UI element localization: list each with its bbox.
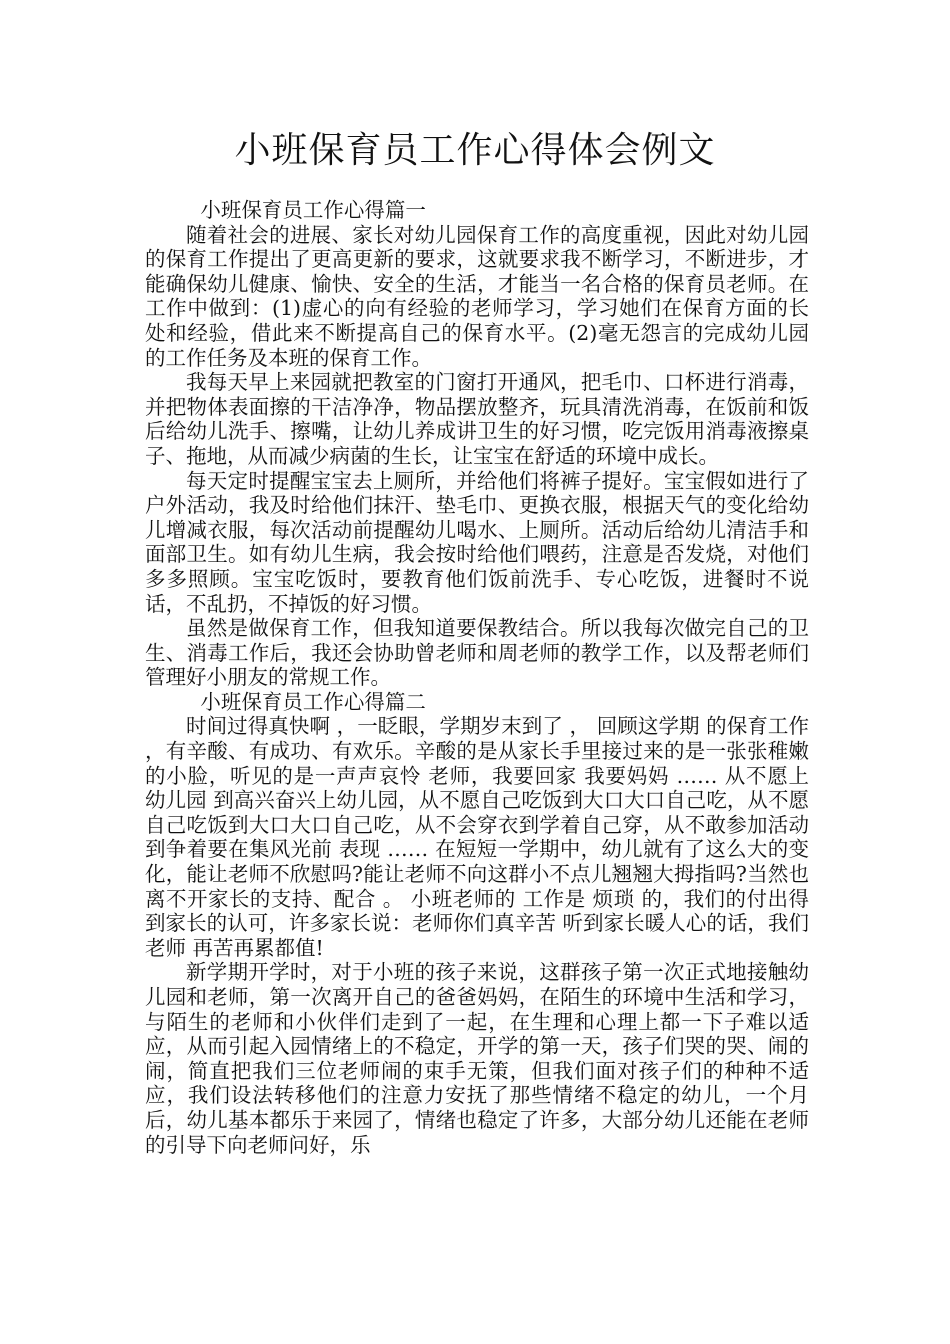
document-body bbox=[145, 198, 809, 1157]
paragraph: 新学期开学时，对于小班的孩子来说，这群孩子第一次正式地接触幼儿园和老师，第一次离开自己的爸爸妈妈，在陌生的环境中生活和学习，与陌生的老师和小伙伴们走到了一起，在生理和心理上都一下子难以适应，从而引起入园情绪上的不稳定，开学的第一天，孩子们哭的哭、闹的闹，简直把我们三位老师闹的束手无策，但我们面对孩子们的种种不适应，我们设法转移他们的注意力安抚了那些情绪不稳定的幼儿，一个月后，幼儿基本都乐于来园了，情绪也稳定了许多，大部分幼儿还能在老师的引导下向老师问好，乐 bbox=[145, 960, 809, 1157]
paragraph: 虽然是做保育工作，但我知道要保教结合。所以我每次做完自己的卫生、消毒工作后，我还会协助曾老师和周老师的教学工作，以及帮老师们管理好小朋友的常规工作。 bbox=[145, 616, 809, 690]
section-heading: 小班保育员工作心得篇二 bbox=[200, 689, 426, 714]
page-title: 小班保育员工作心得体会例文 bbox=[234, 130, 716, 171]
paragraph: 时间过得真快啊 ，一眨眼，学期岁末到了 ， 回顾这学期 的保育工作 ，有辛酸、有成功、有欢乐。辛酸的是从家长手里接过来的是一张张稚嫩的小脸，听见的是一声声哀怜 老师，我要回家 我要妈妈 …… 从不愿上 幼儿园 到高兴奋兴上幼儿园，从不愿自己吃饭到大口大口自己吃，从不愿自己吃饭到大口大口自己吃，从不会穿衣到学着自己穿，从不敢参加活动到争着要在集风光前 表现 …… 在短短一学期中，幼儿就有了这么大的变化，能让老师不欣慰吗?能让老师不向这群小不点儿翘翘大拇指吗?当然也离不开家长的支持、配合 。 小班老师的 工作是 烦琐 的，我们的付出得到家长的认可，许多家长说：老师你们真辛苦 听到家长暖人心的话，我们老师 再苦再累都值! bbox=[145, 714, 809, 960]
paragraph: 随着社会的进展、家长对幼儿园保育工作的高度重视，因此对幼儿园的保育工作提出了更高更新的要求，这就要求我不断学习，不断进步，才能确保幼儿健康、愉快、安全的生活，才能当一名合格的保育员老师。在工作中做到：(1)虚心的向有经验的老师学习，学习她们在保育方面的长处和经验，借此来不断提高自己的保育水平。(2)毫无怨言的完成幼儿园的工作任务及本班的保育工作。 bbox=[145, 222, 809, 370]
paragraph: 每天定时提醒宝宝去上厕所，并给他们将裤子提好。宝宝假如进行了户外活动，我及时给他们抹汗、垫毛巾、更换衣服，根据天气的变化给幼儿增减衣服，每次活动前提醒幼儿喝水、上厕所。活动后给幼儿清洁手和面部卫生。如有幼儿生病，我会按时给他们喂药，注意是否发烧，对他们多多照顾。宝宝吃饭时，要教育他们饭前洗手、专心吃饭，进餐时不说话，不乱扔，不掉饭的好习惯。 bbox=[145, 468, 809, 616]
section-heading: 小班保育员工作心得篇一 bbox=[200, 198, 426, 222]
paragraph: 我每天早上来园就把教室的门窗打开通风，把毛巾、口杯进行消毒，并把物体表面擦的干洁净净，物品摆放整齐，玩具清洗消毒，在饭前和饭后给幼儿洗手、擦嘴，让幼儿养成讲卫生的好习惯，吃完饭用消毒液擦桌子、拖地，从而减少病菌的生长，让宝宝在舒适的环境中成长。 bbox=[145, 370, 809, 468]
